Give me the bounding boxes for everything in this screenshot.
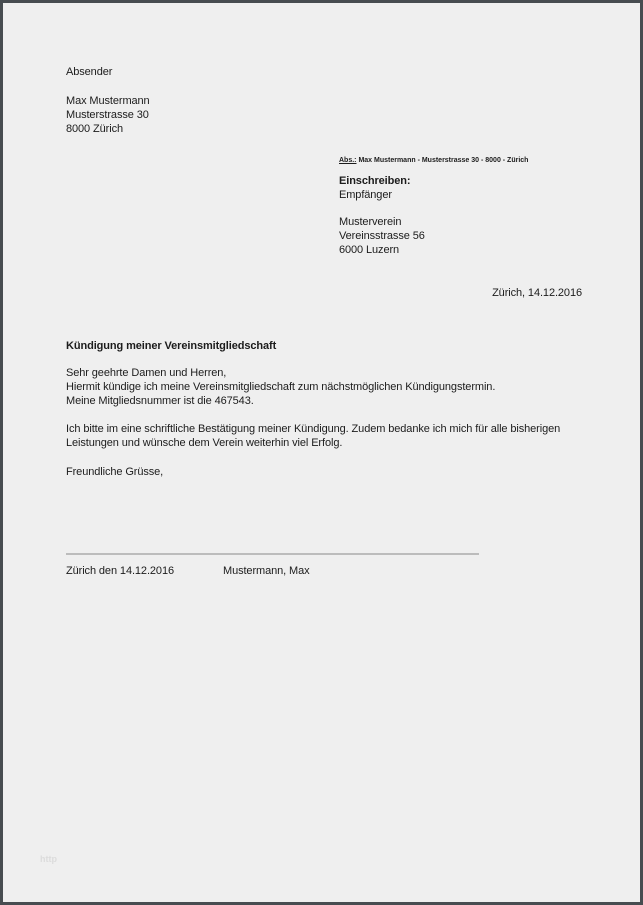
signature-place-date: Zürich den 14.12.2016 — [66, 565, 174, 577]
body-line-2: Meine Mitgliedsnummer ist die 467543. — [66, 395, 254, 407]
recipient-label: Empfänger — [339, 189, 392, 201]
body-paragraph-1 — [66, 366, 495, 408]
date-line: Zürich, 14.12.2016 — [492, 287, 582, 299]
body-line-1: Hiermit kündige ich meine Vereinsmitgliedschaft zum nächstmöglichen Kündigungstermin. — [66, 381, 496, 393]
delivery-type: Einschreiben: — [339, 175, 411, 187]
return-address-abs: Abs.: — [339, 157, 357, 164]
sender-address-block — [66, 94, 150, 136]
sender-label: Absender — [66, 66, 113, 78]
recipient-street: Vereinsstrasse 56 — [339, 230, 425, 242]
return-address-line — [339, 157, 528, 165]
watermark-text: http — [40, 854, 57, 864]
salutation: Sehr geehrte Damen und Herren, — [66, 367, 227, 379]
body-paragraph-2: Ich bitte im eine schriftliche Bestätigung meiner Kündigung. Zudem bedanke ich mich für alle bisherigen Leistungen und wünsche dem Verein weiterhin viel Erfolg. — [66, 423, 561, 449]
recipient-city: 6000 Luzern — [339, 244, 400, 256]
recipient-name: Musterverein — [339, 216, 402, 228]
sender-street: Musterstrasse 30 — [66, 109, 149, 121]
subject-line: Kündigung meiner Vereinsmitgliedschaft — [66, 340, 277, 352]
signature-name: Mustermann, Max — [223, 565, 310, 577]
return-address-rest: Max Mustermann - Musterstrasse 30 - 8000 - Zürich — [356, 157, 529, 164]
closing-line: Freundliche Grüsse, — [66, 466, 164, 478]
sender-name: Max Mustermann — [66, 95, 150, 107]
delivery-block — [339, 174, 410, 202]
signature-separator — [66, 553, 479, 555]
recipient-address-block — [339, 215, 425, 257]
sender-city: 8000 Zürich — [66, 123, 123, 135]
